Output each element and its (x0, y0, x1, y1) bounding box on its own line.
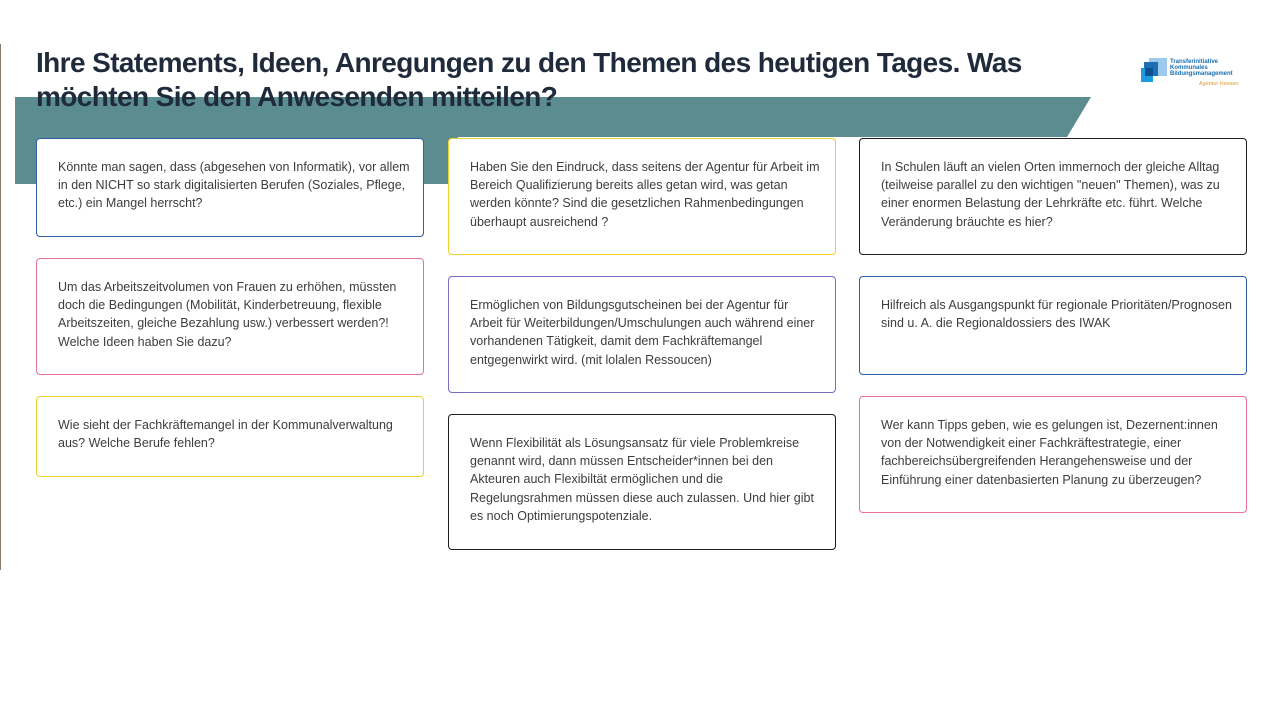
page-title: Ihre Statements, Ideen, Anregungen zu den Themen des heutigen Tages. Was möchten Sie den Anwesenden mitteilen? (36, 47, 1022, 112)
logo-line-1: Transferinitiative (1170, 59, 1219, 65)
statement-text: Könnte man sagen, dass (abgesehen von Informatik), vor allem in den NICHT so stark digitalisierten Berufen (Soziales, Pflege, etc.) ein Mangel herrscht? (58, 160, 410, 211)
statement-card (36, 138, 424, 237)
statement-card (859, 396, 1247, 513)
logo-line-2: Kommunales (1170, 65, 1208, 71)
organization-logo (1141, 58, 1253, 90)
statement-card (859, 276, 1247, 375)
logo-line-3: Bildungsmanagement (1170, 71, 1233, 77)
statement-text: Ermöglichen von Bildungsgutscheinen bei der Agentur für Arbeit für Weiterbildungen/Umschulungen auch während einer vorhandenen Tätigkeit, damit dem Fachkräftemangel entgegenwirkt wird. (mit lolalen Ressoucen) (470, 298, 815, 367)
statement-card (448, 138, 836, 255)
statement-card (448, 414, 836, 550)
statement-card (36, 258, 424, 375)
statement-card (448, 276, 836, 393)
statement-text: In Schulen läuft an vielen Orten immernoch der gleiche Alltag (teilweise parallel zu den wichtigen "neuen" Themen), was zu einer enormen Belastung der Lehrkräfte etc. führt. Welche Veränderung bräuchte es hier? (881, 160, 1220, 229)
statement-text: Haben Sie den Eindruck, dass seitens der Agentur für Arbeit im Bereich Qualifizierung bereits alles getan wird, was getan werden könnte? Sind die gesetzlichen Rahmenbedingungen überhaupt ausreichend ? (470, 160, 820, 229)
statement-text: Wie sieht der Fachkräftemangel in der Kommunalverwaltung aus? Welche Berufe fehlen? (58, 418, 393, 451)
statement-text: Um das Arbeitszeitvolumen von Frauen zu erhöhen, müssten doch die Bedingungen (Mobilität, Kinderbetreuung, flexible Arbeitszeiten, gleiche Bezahlung usw.) verbessert werden?! Welche Ideen haben Sie dazu? (58, 280, 397, 349)
statement-text: Wenn Flexibilität als Lösungsansatz für viele Problemkreise genannt wird, dann müssen Entscheider*innen bei den Akteuren auch Flexibiltät ermöglichen und die Regelungsrahmen müssen diese auch zulassen. Und hier gibt es noch Optimierungspotenziale. (470, 436, 814, 523)
statement-card (36, 396, 424, 477)
logo-subtitle: Agentur Hessen (1199, 81, 1239, 87)
statement-text: Hilfreich als Ausgangspunkt für regionale Prioritäten/Prognosen sind u. A. die Regionaldossiers des IWAK (881, 298, 1232, 331)
statement-text: Wer kann Tipps geben, wie es gelungen ist, Dezernent:innen von der Notwendigkeit einer Fachkräftestrategie, einer fachbereichsübergreifenden Herangehensweise und der Einführung einer datenbasierten Planung zu überzeugen? (881, 418, 1218, 487)
statement-card (859, 138, 1247, 255)
logo-squares-icon (1141, 58, 1167, 84)
logo-wordmark (1170, 59, 1233, 77)
